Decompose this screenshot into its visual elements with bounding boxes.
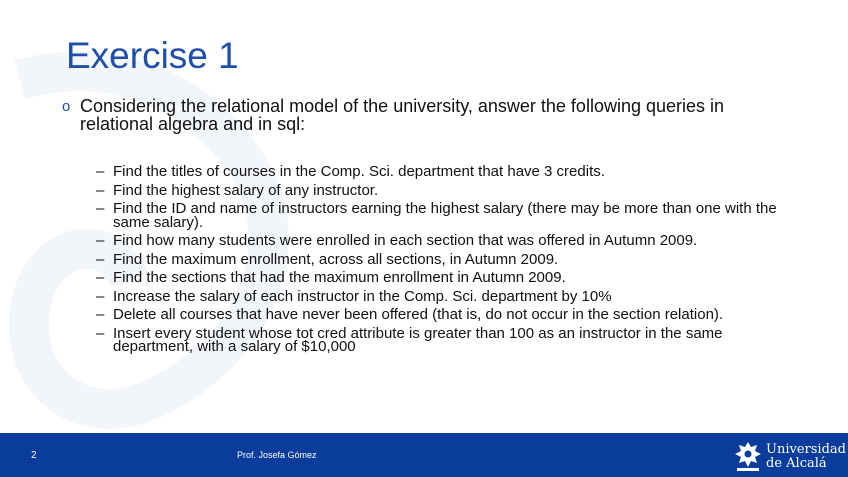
university-name-line2: de Alcalá <box>766 456 827 471</box>
dash-bullet: – <box>96 324 105 342</box>
author-name: Prof. Josefa Gómez <box>237 450 317 460</box>
intro-text: Considering the relational model of the university, answer the following queries in relational algebra and in sql: <box>80 96 725 134</box>
exercise-item: – Insert every student whose tot cred attribute is greater than 100 as an instructor in the same department, with a salary of $10,000 <box>96 324 723 355</box>
slide-title: Exercise 1 <box>66 35 239 76</box>
exercise-item: – Find the ID and name of instructors earning the highest salary (there may be more than one with the same salary). <box>96 200 777 231</box>
dash-bullet: – <box>96 306 105 323</box>
dash-bullet: – <box>96 181 105 199</box>
exercise-item: – Find the maximum enrollment, across all sections, in Autumn 2009. <box>96 250 559 268</box>
dash-bullet: – <box>96 250 105 268</box>
page-number: 2 <box>31 450 37 461</box>
exercise-item: – Find the titles of courses in the Comp. Sci. department that have 3 credits. <box>96 163 605 180</box>
dash-bullet: – <box>96 232 105 249</box>
university-emblem-icon <box>732 439 764 473</box>
circle-bullet-icon: o <box>62 98 71 115</box>
exercise-item: – Find how many students were enrolled in each section that was offered in Autumn 2009. <box>96 232 698 249</box>
university-logo <box>732 439 844 473</box>
dash-bullet: – <box>96 269 105 286</box>
dash-bullet: – <box>96 287 105 305</box>
intro-paragraph <box>62 97 802 133</box>
footer-bar <box>0 433 848 477</box>
exercise-item: – Delete all courses that have never been offered (that is, do not occur in the section relation). <box>96 306 724 323</box>
dash-bullet: – <box>96 200 105 217</box>
university-name <box>766 443 846 471</box>
exercise-item: – Find the sections that had the maximum enrollment in Autumn 2009. <box>96 269 566 286</box>
exercise-item: – Increase the salary of each instructor in the Comp. Sci. department by 10% <box>96 287 612 305</box>
exercise-item: – Find the highest salary of any instructor. <box>96 181 379 199</box>
university-name-line1: Universidad <box>766 442 846 457</box>
dash-bullet: – <box>96 163 105 180</box>
exercise-list <box>96 165 796 359</box>
